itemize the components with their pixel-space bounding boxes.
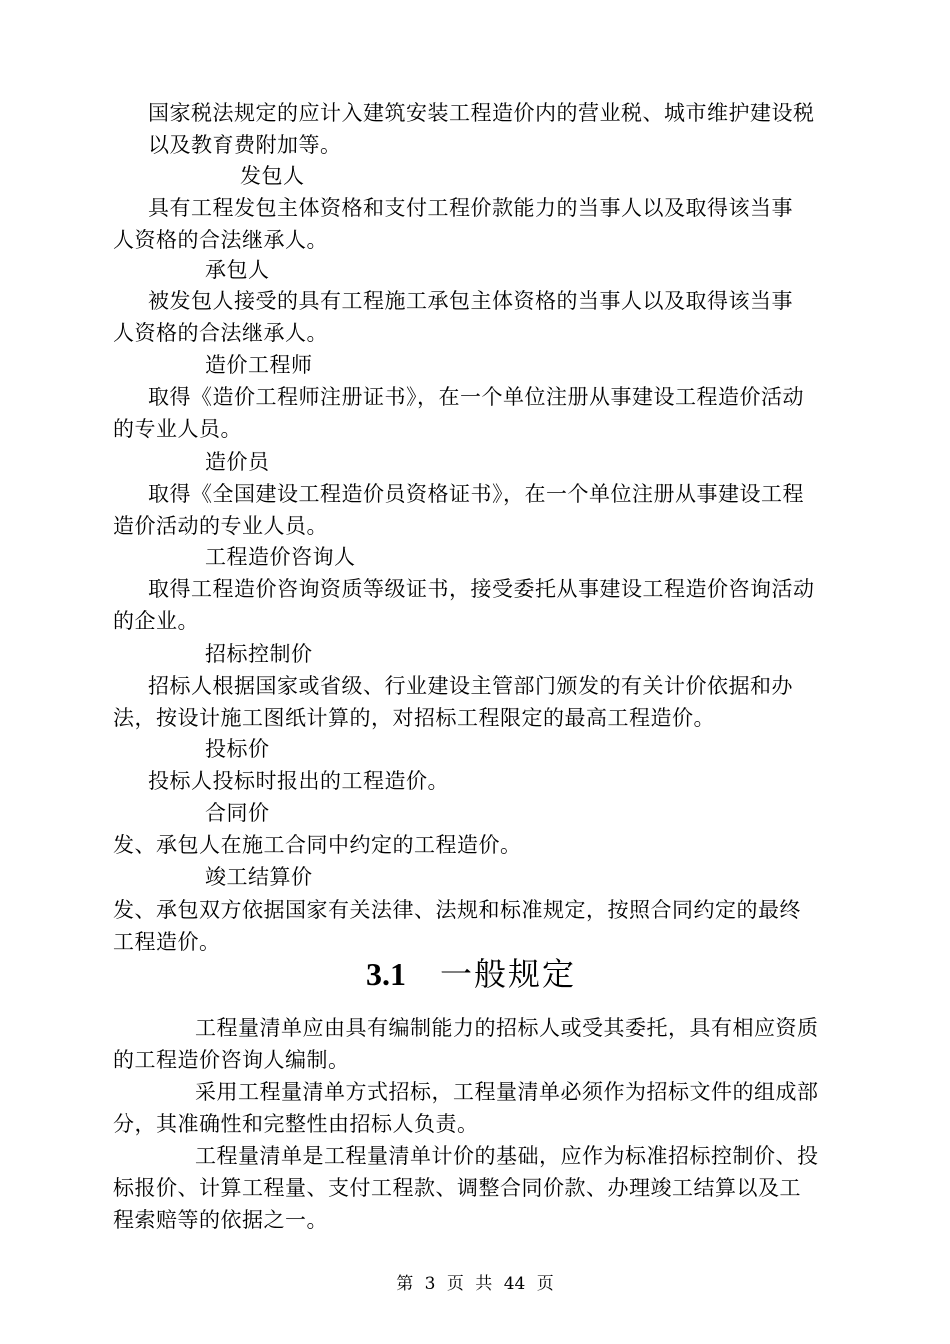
text-line: 国家税法规定的应计入建筑安装工程造价内的营业税、城市维护建设税 [148,101,815,125]
term-heading: 造价员 [205,450,270,474]
text-line: 招标人根据国家或省级、行业建设主管部门颁发的有关计价依据和办 [148,674,793,698]
term-heading: 合同价 [205,801,270,825]
text-line: 人资格的合法继承人。 [113,321,328,345]
text-line: 工程量清单是工程量清单计价的基础，应作为标准招标控制价、投 [195,1144,819,1168]
text-line: 取得《造价工程师注册证书》，在一个单位注册从事建设工程造价活动 [148,385,804,409]
text-line: 具有工程发包主体资格和支付工程价款能力的当事人以及取得该当事 [148,196,793,220]
term-heading: 承包人 [205,258,270,282]
text-line: 分，其准确性和完整性由招标人负责。 [113,1112,479,1136]
term-heading: 发包人 [240,164,305,188]
text-line: 工程量清单应由具有编制能力的招标人或受其委托，具有相应资质 [195,1016,819,1040]
section-title: 一般规定 [440,955,577,993]
term-heading: 竣工结算价 [205,865,313,889]
text-line: 发、承包双方依据国家有关法律、法规和标准规定，按照合同约定的最终 [113,898,801,922]
text-line: 工程造价。 [113,930,221,954]
text-line: 采用工程量清单方式招标，工程量清单必须作为招标文件的组成部 [195,1080,819,1104]
text-line: 被发包人接受的具有工程施工承包主体资格的当事人以及取得该当事 [148,289,793,313]
section-number: 3.1 [366,956,406,992]
text-line: 造价活动的专业人员。 [113,514,328,538]
text-line: 人资格的合法继承人。 [113,228,328,252]
term-heading: 造价工程师 [205,353,313,377]
section-heading [366,950,576,998]
term-heading: 工程造价咨询人 [205,545,356,569]
text-line: 标报价、计算工程量、支付工程款、调整合同价款、办理竣工结算以及工 [113,1176,801,1200]
text-line: 投标人投标时报出的工程造价。 [148,769,449,793]
text-line: 的企业。 [113,609,199,633]
text-line: 的专业人员。 [113,417,242,441]
page-footer: 第 3 页 共 44 页 [396,1274,554,1294]
text-line: 以及教育费附加等。 [148,133,342,157]
term-heading: 招标控制价 [205,642,313,666]
text-line: 程索赔等的依据之一。 [113,1208,328,1232]
term-heading: 投标价 [205,737,270,761]
text-line: 取得《全国建设工程造价员资格证书》，在一个单位注册从事建设工程 [148,482,804,506]
text-line: 法，按设计施工图纸计算的，对招标工程限定的最高工程造价。 [113,706,715,730]
text-line: 发、承包人在施工合同中约定的工程造价。 [113,833,522,857]
text-line: 取得工程造价咨询资质等级证书，接受委托从事建设工程造价咨询活动 [148,577,815,601]
text-line: 的工程造价咨询人编制。 [113,1048,350,1072]
